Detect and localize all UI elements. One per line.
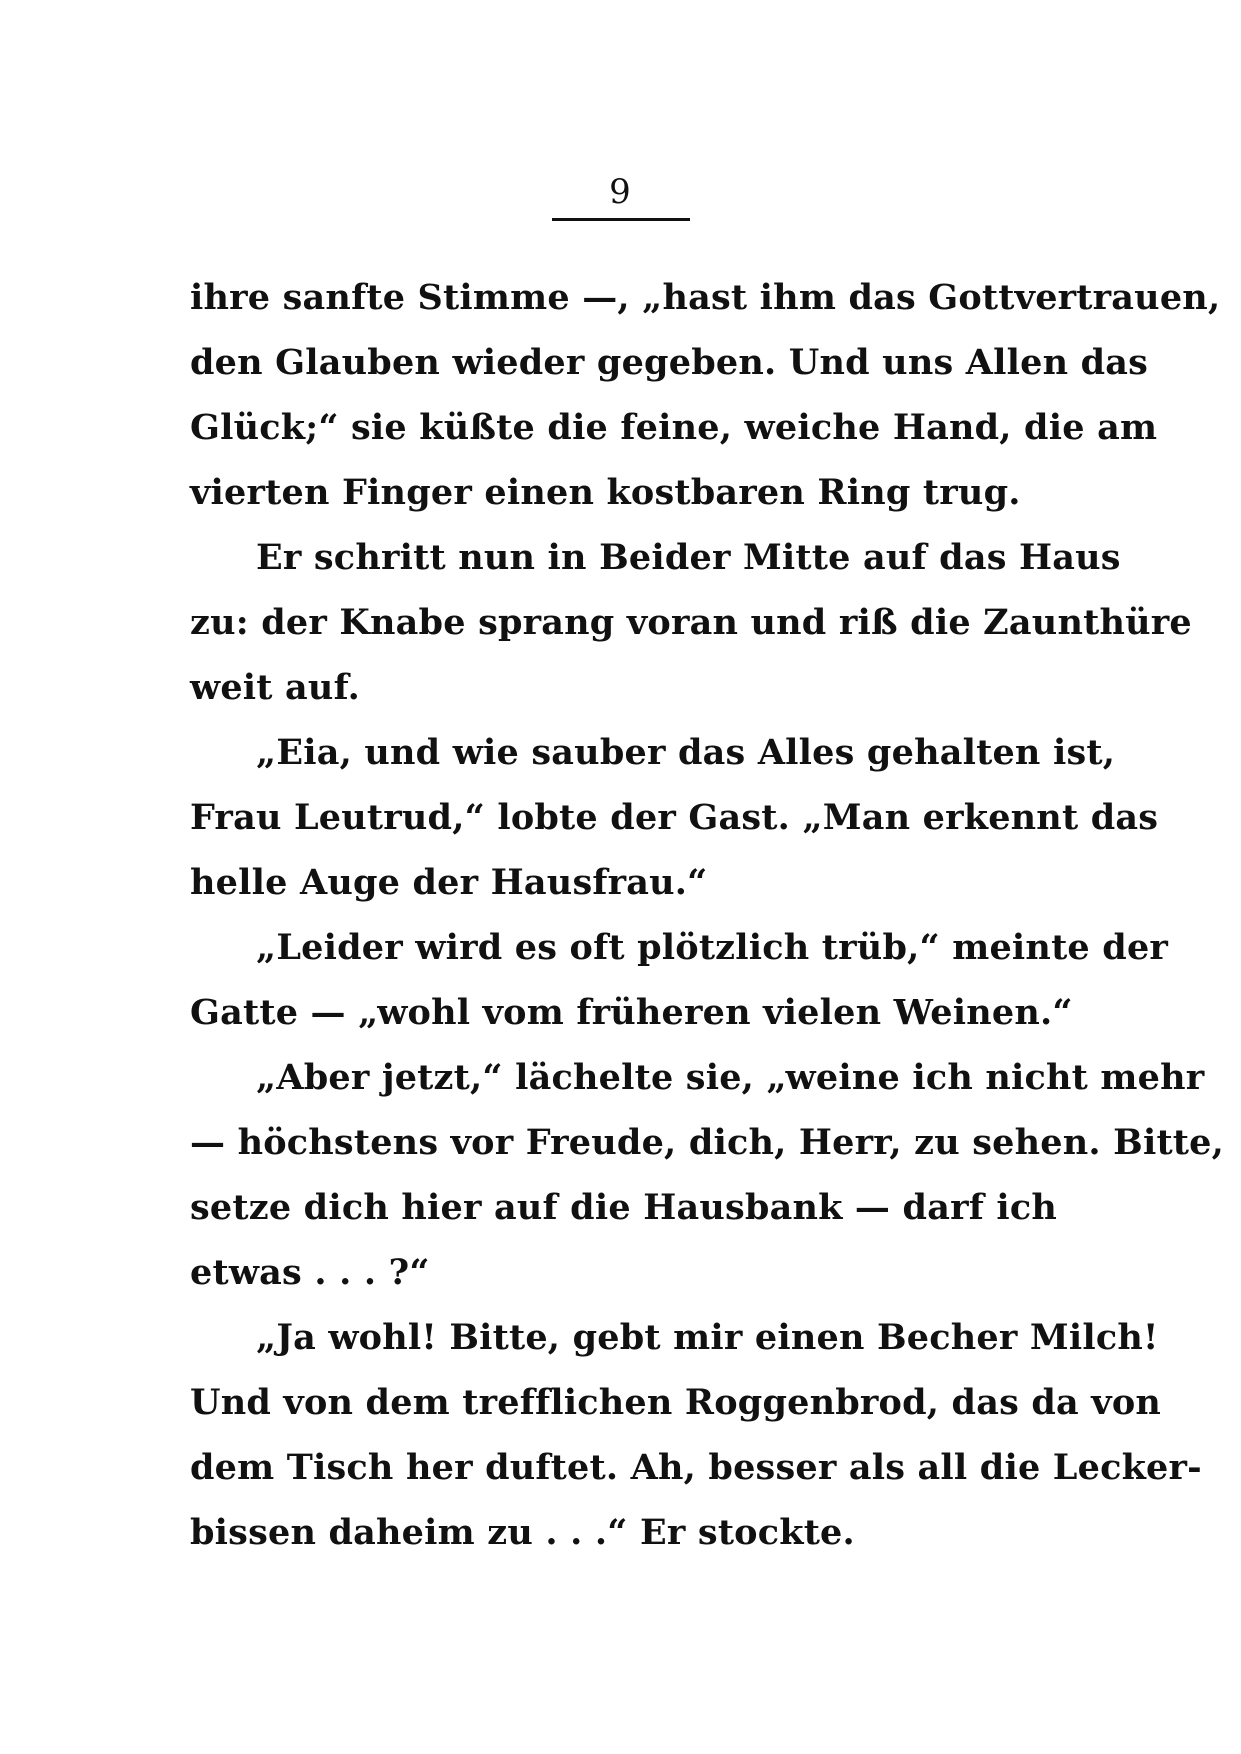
text-line: den Glauben wieder gegeben. Und uns Allen das [190, 342, 1149, 383]
text-line: weit auf. [190, 667, 360, 708]
header-rule [552, 218, 690, 221]
text-line: „Leider wird es oft plötzlich trüb,“ meinte der [256, 927, 1169, 968]
text-line: dem Tisch her duftet. Ah, besser als all die Lecker- [190, 1447, 1202, 1488]
text-line: ihre sanfte Stimme —, „hast ihm das Gottvertrauen, [190, 277, 1221, 318]
text-line: etwas . . . ?“ [190, 1252, 430, 1293]
text-line: helle Auge der Hausfrau.“ [190, 862, 708, 903]
text-line: — höchstens vor Freude, dich, Herr, zu sehen. Bitte, [190, 1122, 1225, 1163]
text-line: setze dich hier auf die Hausbank — darf ich [190, 1187, 1058, 1228]
text-line: Und von dem trefflichen Roggenbrod, das da von [190, 1382, 1162, 1423]
text-line: „Aber jetzt,“ lächelte sie, „weine ich nicht mehr [256, 1057, 1205, 1098]
text-line: bissen daheim zu . . .“ Er stockte. [190, 1512, 855, 1553]
page-number: 9 [609, 172, 631, 212]
text-line: Frau Leutrud,“ lobte der Gast. „Man erkennt das [190, 797, 1159, 838]
text-line: „Ja wohl! Bitte, gebt mir einen Becher Milch! [256, 1317, 1159, 1358]
text-line: Er schritt nun in Beider Mitte auf das Haus [256, 537, 1121, 578]
text-line: zu: der Knabe sprang voran und riß die Zaunthüre [190, 602, 1192, 643]
text-line: Gatte — „wohl vom früheren vielen Weinen.“ [190, 992, 1073, 1033]
text-line: Glück;“ sie küßte die feine, weiche Hand, die am [190, 407, 1158, 448]
text-line: „Eia, und wie sauber das Alles gehalten ist, [256, 732, 1116, 773]
text-line: vierten Finger einen kostbaren Ring trug. [190, 472, 1021, 513]
body-text [190, 265, 1225, 1565]
